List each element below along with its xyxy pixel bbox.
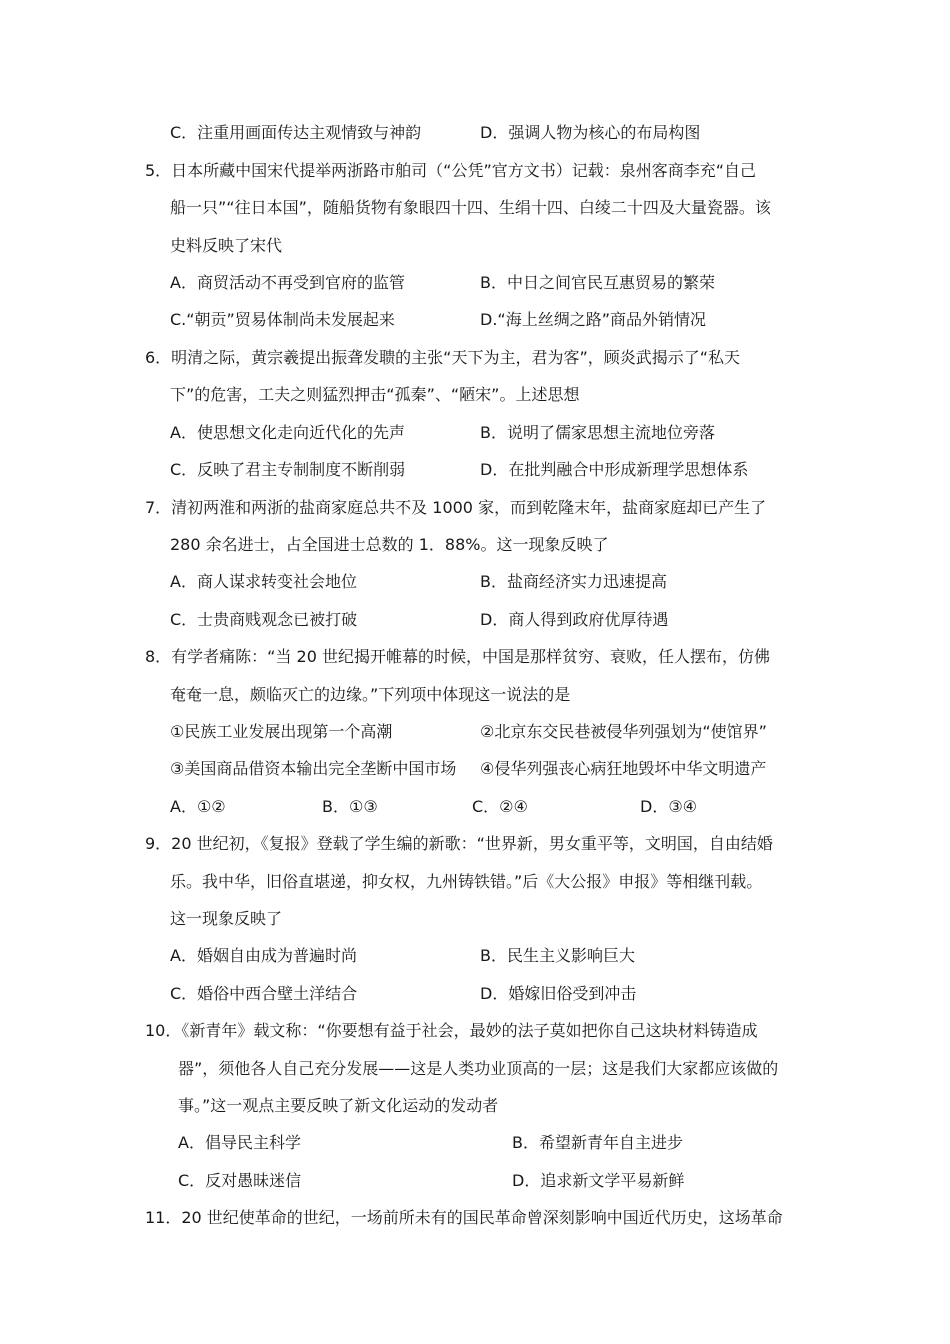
q8-stem-line1: 8．有学者痛陈：“当 20 世纪揭开帷幕的时候，中国是那样贫穷、衰败，任人摆布，仿佛 [145, 647, 771, 666]
q7-option-d: D．商人得到政府优厚待遇 [480, 610, 669, 629]
q5-option-b: B．中日之间官民互惠贸易的繁荣 [480, 273, 715, 292]
q9-option-a: A．婚姻自由成为普遍时尚 [170, 946, 357, 965]
q5-stem-line3: 史料反映了宋代 [170, 236, 283, 255]
q10-option-b: B．希望新青年自主进步 [512, 1133, 683, 1152]
q7-option-b: B．盐商经济实力迅速提高 [480, 572, 667, 591]
q5-stem-line2: 船一只”“往日本国”，随船货物有象眼四十四、生绢十四、白绫二十四及大量瓷器。该 [170, 198, 771, 217]
q10-stem-line2: 器”，须他各人自己充分发展——这是人类功业顶高的一层；这是我们大家都应该做的 [178, 1059, 779, 1078]
q6-option-a: A．使思想文化走向近代化的先声 [170, 423, 405, 442]
q9-option-c: C．婚俗中西合壁土洋结合 [170, 984, 358, 1003]
q5-stem-line1: 5．日本所藏中国宋代提举两浙路市舶司（“公凭”官方文书）记载：泉州客商李充“自己 [145, 161, 757, 180]
q9-option-b: B．民生主义影响巨大 [480, 946, 635, 965]
q5-option-a: A．商贸活动不再受到官府的监管 [170, 273, 405, 292]
q6-option-d: D．在批判融合中形成新理学思想体系 [480, 460, 749, 479]
q9-option-d: D．婚嫁旧俗受到冲击 [480, 984, 637, 1003]
q8-item-1: ①民族工业发展出现第一个高潮 [170, 722, 393, 741]
q8-item-3: ③美国商品借资本输出完全垄断中国市场 [170, 759, 457, 778]
q6-stem-line1: 6．明清之际，黄宗羲提出振聋发聩的主张“天下为主，君为客”，顾炎武揭示了“私天 [145, 348, 741, 367]
q8-stem-line2: 奄奄一息，颇临灭亡的边缘。”下列项中体现这一说法的是 [170, 685, 571, 704]
q7-stem-line2: 280 余名进士，占全国进士总数的 1．88%。这一现象反映了 [170, 535, 609, 554]
q4-option-d: D．强调人物为核心的布局构图 [480, 123, 701, 142]
q10-option-c: C．反对愚昧迷信 [178, 1171, 302, 1190]
q5-option-c: C.“朝贡”贸易体制尚未发展起来 [170, 310, 395, 329]
q8-option-a: A．①② [170, 797, 226, 816]
q8-item-4: ④侵华列强丧心病狂地毁坏中华文明遗产 [480, 759, 767, 778]
q5-option-d: D.“海上丝绸之路”商品外销情况 [480, 310, 706, 329]
q8-option-c: C．②④ [472, 797, 528, 816]
q10-option-d: D．追求新文学平易新鲜 [512, 1171, 685, 1190]
q6-option-b: B．说明了儒家思想主流地位旁落 [480, 423, 715, 442]
q9-stem-line2: 乐。我中华，旧俗直堪递，抑女权，九州铸铁错。”后《大公报》申报》等相继刊载。 [170, 872, 763, 891]
q9-stem-line1: 9．20 世纪初，《复报》登载了学生编的新歌：“世界新，男女重平等，文明国，自由结婚 [145, 834, 773, 853]
q7-option-c: C．士贵商贱观念已被打破 [170, 610, 358, 629]
q7-stem-line1: 7．清初两淮和两浙的盐商家庭总共不及 1000 家，而到乾隆末年，盐商家庭却已产生了 [145, 498, 767, 517]
q4-option-c: C．注重用画面传达主观情致与神韵 [170, 123, 422, 142]
q10-stem-line3: 事。”这一观点主要反映了新文化运动的发动者 [178, 1096, 499, 1115]
q6-stem-line2: 下”的危害，工夫之则猛烈押击“孤秦”、“陋宋”。上述思想 [170, 385, 580, 404]
q7-option-a: A．商人谋求转变社会地位 [170, 572, 357, 591]
q8-item-2: ②北京东交民巷被侵华列强划为“使馆界” [480, 722, 767, 741]
q10-option-a: A．倡导民主科学 [178, 1133, 301, 1152]
q8-option-d: D．③④ [640, 797, 698, 816]
q8-option-b: B．①③ [322, 797, 378, 816]
q11-stem-line1: 11．20 世纪使革命的世纪，一场前所未有的国民革命曾深刻影响中国近代历史，这场革命 [145, 1208, 783, 1227]
q6-option-c: C．反映了君主专制制度不断削弱 [170, 460, 406, 479]
q10-stem-line1: 10．《新青年》载文称：“你要想有益于社会，最妙的法子莫如把你自己这块材料铸造成 [145, 1021, 758, 1040]
q9-stem-line3: 这一现象反映了 [170, 909, 283, 928]
